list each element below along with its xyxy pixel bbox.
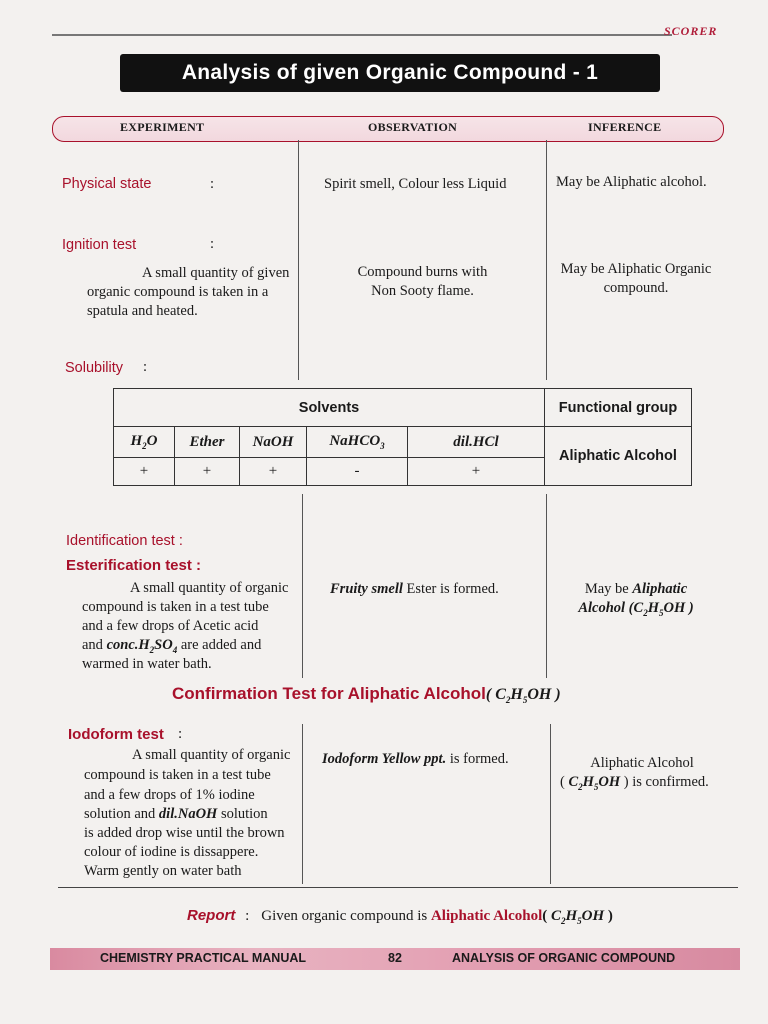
functional-group-value: Aliphatic Alcohol: [545, 427, 692, 486]
iodoform-line-4: solution and dil.NaOH solution: [84, 806, 268, 822]
iodoform-inference-1: Aliphatic Alcohol: [590, 755, 694, 771]
ignition-line-3: spatula and heated.: [87, 303, 198, 319]
header-observation: OBSERVATION: [368, 120, 458, 134]
footer-section-title: ANALYSIS OF ORGANIC COMPOUND: [452, 951, 676, 965]
column-divider-3: [302, 494, 303, 678]
solvent-naoh: NaOH: [240, 427, 307, 458]
physical-state-inference: May be Aliphatic alcohol.: [556, 174, 707, 190]
iodoform-line-7: Warm gently on water bath: [84, 863, 242, 879]
functional-group-header: Functional group: [545, 389, 692, 427]
esterification-line-5: warmed in water bath.: [82, 656, 212, 672]
iodoform-line-2: compound is taken in a test tube: [84, 767, 271, 783]
solvent-nahco3: NaHCO$_3$: [307, 427, 408, 458]
solvent-h2o: $H_2O$: [114, 427, 175, 458]
header-inference: INFERENCE: [588, 120, 662, 134]
confirmation-heading: Confirmation Test for Aliphatic Alcohol( $C_2H_5OH$ ): [172, 684, 561, 706]
iodoform-line-5: is added drop wise until the brown: [84, 825, 285, 841]
esterification-inference-2: Alcohol ($C_2H_5OH$ ): [578, 600, 694, 618]
column-divider-2: [546, 140, 547, 380]
esterification-observation: Fruity smell Ester is formed.: [330, 581, 499, 597]
ignition-test-colon: :: [210, 236, 215, 252]
iodoform-test-label: Iodoform test: [68, 726, 164, 743]
ignition-inference-1: May be Aliphatic Organic: [560, 261, 712, 277]
column-divider-4: [546, 494, 547, 678]
iodoform-line-3: and a few drops of 1% iodine: [84, 787, 255, 803]
result-nahco3: -: [307, 458, 408, 486]
footer-book-title: CHEMISTRY PRACTICAL MANUAL: [100, 951, 307, 965]
report-line: Report : Given organic compound is Aliphatic Alcohol( $C_2H_5OH$ ): [187, 907, 613, 926]
physical-state-label: Physical state: [62, 176, 152, 192]
iodoform-inference-2: ( $C_2H_5OH$ ) is confirmed.: [560, 774, 709, 792]
ignition-observation-1: Compound burns with: [357, 264, 488, 280]
top-rule: [52, 34, 672, 36]
result-dil-hcl: +: [408, 458, 545, 486]
column-divider-1: [298, 140, 299, 380]
ignition-test-label: Ignition test: [62, 237, 137, 253]
esterification-test-label: Esterification test :: [66, 557, 202, 574]
report-divider: [58, 887, 738, 888]
iodoform-line-6: colour of iodine is dissappere.: [84, 844, 259, 860]
esterification-line-4: and $conc.H_2SO_4$ are added and: [82, 637, 262, 655]
solubility-colon: :: [143, 359, 148, 375]
identification-test-label: Identification test :: [66, 533, 183, 549]
result-ether: +: [175, 458, 240, 486]
header-experiment: EXPERIMENT: [120, 120, 205, 134]
solubility-label: Solubility: [65, 360, 124, 376]
esterification-line-3: and a few drops of Acetic acid: [82, 618, 259, 634]
column-divider-5: [302, 724, 303, 884]
ignition-observation-2: Non Sooty flame.: [371, 283, 474, 299]
esterification-line-1: A small quantity of organic: [130, 580, 289, 596]
solvent-dil-hcl: dil.HCl: [408, 427, 545, 458]
solvents-header: Solvents: [114, 389, 545, 427]
brand-name: SCORER: [664, 24, 718, 38]
footer-page-number: 82: [388, 951, 402, 965]
ignition-line-1: A small quantity of given: [142, 265, 290, 281]
ignition-inference-2: compound.: [603, 280, 669, 296]
esterification-inference-1: May be Aliphatic: [584, 581, 688, 597]
iodoform-observation: Iodoform Yellow ppt. is formed.: [322, 751, 509, 767]
physical-state-colon: :: [210, 176, 215, 192]
page-title: Analysis of given Organic Compound - 1: [120, 54, 660, 92]
esterification-line-2: compound is taken in a test tube: [82, 599, 269, 615]
solvent-ether: Ether: [175, 427, 240, 458]
iodoform-test-colon: :: [178, 726, 183, 742]
result-h2o: +: [114, 458, 175, 486]
solubility-table: [113, 388, 692, 486]
column-divider-6: [550, 724, 551, 884]
physical-state-observation: Spirit smell, Colour less Liquid: [324, 176, 507, 192]
result-naoh: +: [240, 458, 307, 486]
ignition-line-2: organic compound is taken in a: [87, 284, 269, 300]
iodoform-line-1: A small quantity of organic: [132, 747, 291, 763]
